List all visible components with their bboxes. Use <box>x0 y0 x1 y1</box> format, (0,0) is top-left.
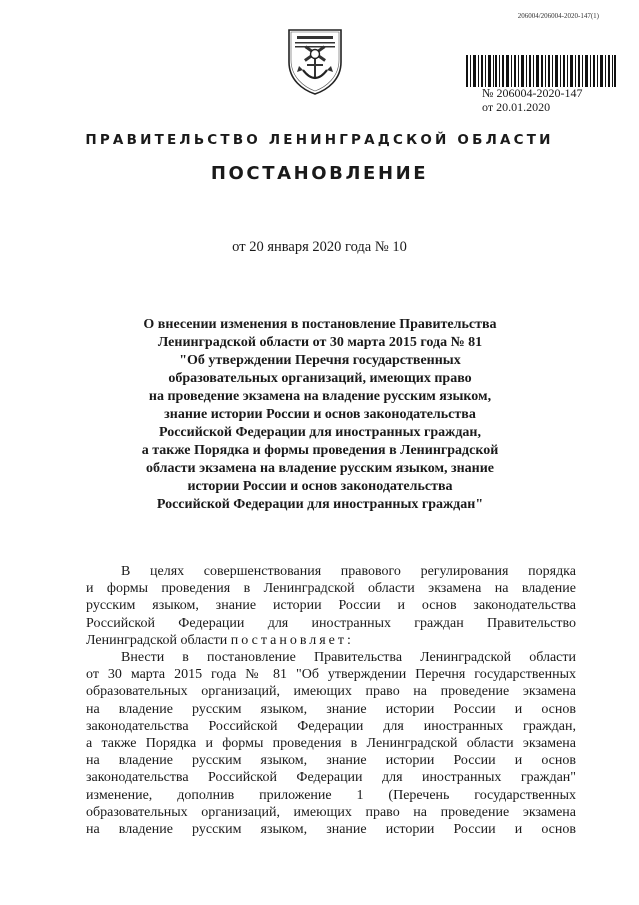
scan-id: 206004/206004-2020-147(1) <box>517 12 599 20</box>
body-line: Внести в постановление Правительства Ленинградской области <box>121 650 576 666</box>
decree-date-number: от 20 января 2020 года № 10 <box>232 239 407 255</box>
barcode-icon <box>466 55 616 87</box>
subject-line: а также Порядка и формы проведения в Ленинградской <box>141 443 499 458</box>
body-line: и формы проведения в Ленинградской области экзамена на владение <box>86 581 576 597</box>
decree-subject <box>110 316 530 514</box>
subject-line: знание истории России и основ законодательства <box>164 407 476 422</box>
body-line: законодательства Российской Федерации для иностранных граждан" <box>86 770 576 786</box>
subject-line: "Об утверждении Перечня государственных <box>179 353 461 368</box>
body-line: В целях совершенствования правового регулирования порядка <box>121 564 576 579</box>
body-line-part: Ленинградской области <box>86 632 228 648</box>
body-line: на владение русским языком, знание истории России и основ <box>86 701 576 717</box>
registration-stamp <box>482 86 582 114</box>
subject-line: образовательных организаций, имеющих право <box>168 371 472 386</box>
subject-line: на проведение экзамена на владение русским языком, <box>148 389 492 404</box>
coat-of-arms-icon <box>283 26 347 96</box>
body-line <box>86 632 576 649</box>
subject-line: О внесении изменения в постановление Правительства <box>143 317 497 332</box>
body-line: образовательных организаций, имеющих право на проведение экзамена <box>86 684 576 700</box>
registration-date: от 20.01.2020 <box>482 100 551 114</box>
subject-line: истории России и основ законодательства <box>187 479 453 494</box>
government-title: ПРАВИТЕЛЬСТВО ЛЕНИНГРАДСКОЙ ОБЛАСТИ <box>85 132 554 148</box>
body-line: изменение, дополнив приложение 1 (Перечень государственных <box>86 787 576 803</box>
subject-line: Российской Федерации для иностранных граждан" <box>156 497 484 512</box>
body-line-part: постановляет: <box>230 632 354 648</box>
body-line: Российской Федерации для иностранных граждан Правительство <box>86 615 576 631</box>
subject-line: Ленинградской области от 30 марта 2015 года № 81 <box>157 335 483 350</box>
subject-line: Российской Федерации для иностранных граждан, <box>159 425 481 440</box>
document-type-title: ПОСТАНОВЛЕНИЕ <box>210 163 429 184</box>
body-line: русским языком, знание истории России и основ законодательства <box>86 598 576 614</box>
body-line: от 30 марта 2015 года № 81 "Об утверждении Перечня государственных <box>86 667 576 683</box>
body-line: законодательства Российской Федерации для иностранных граждан, <box>86 718 576 734</box>
registration-number: № 206004-2020-147 <box>482 86 583 100</box>
body-line: на владение русским языком, знание истории России и основ <box>86 822 576 838</box>
body-line: а также Порядка и формы проведения в Ленинградской области экзамена <box>86 736 576 752</box>
body-line: на владение русским языком, знание истории России и основ <box>86 753 576 769</box>
decree-body <box>86 563 576 838</box>
body-line: образовательных организаций, имеющих право на проведение экзамена <box>86 804 576 820</box>
subject-line: области экзамена на владение русским языком, знание <box>145 461 495 476</box>
